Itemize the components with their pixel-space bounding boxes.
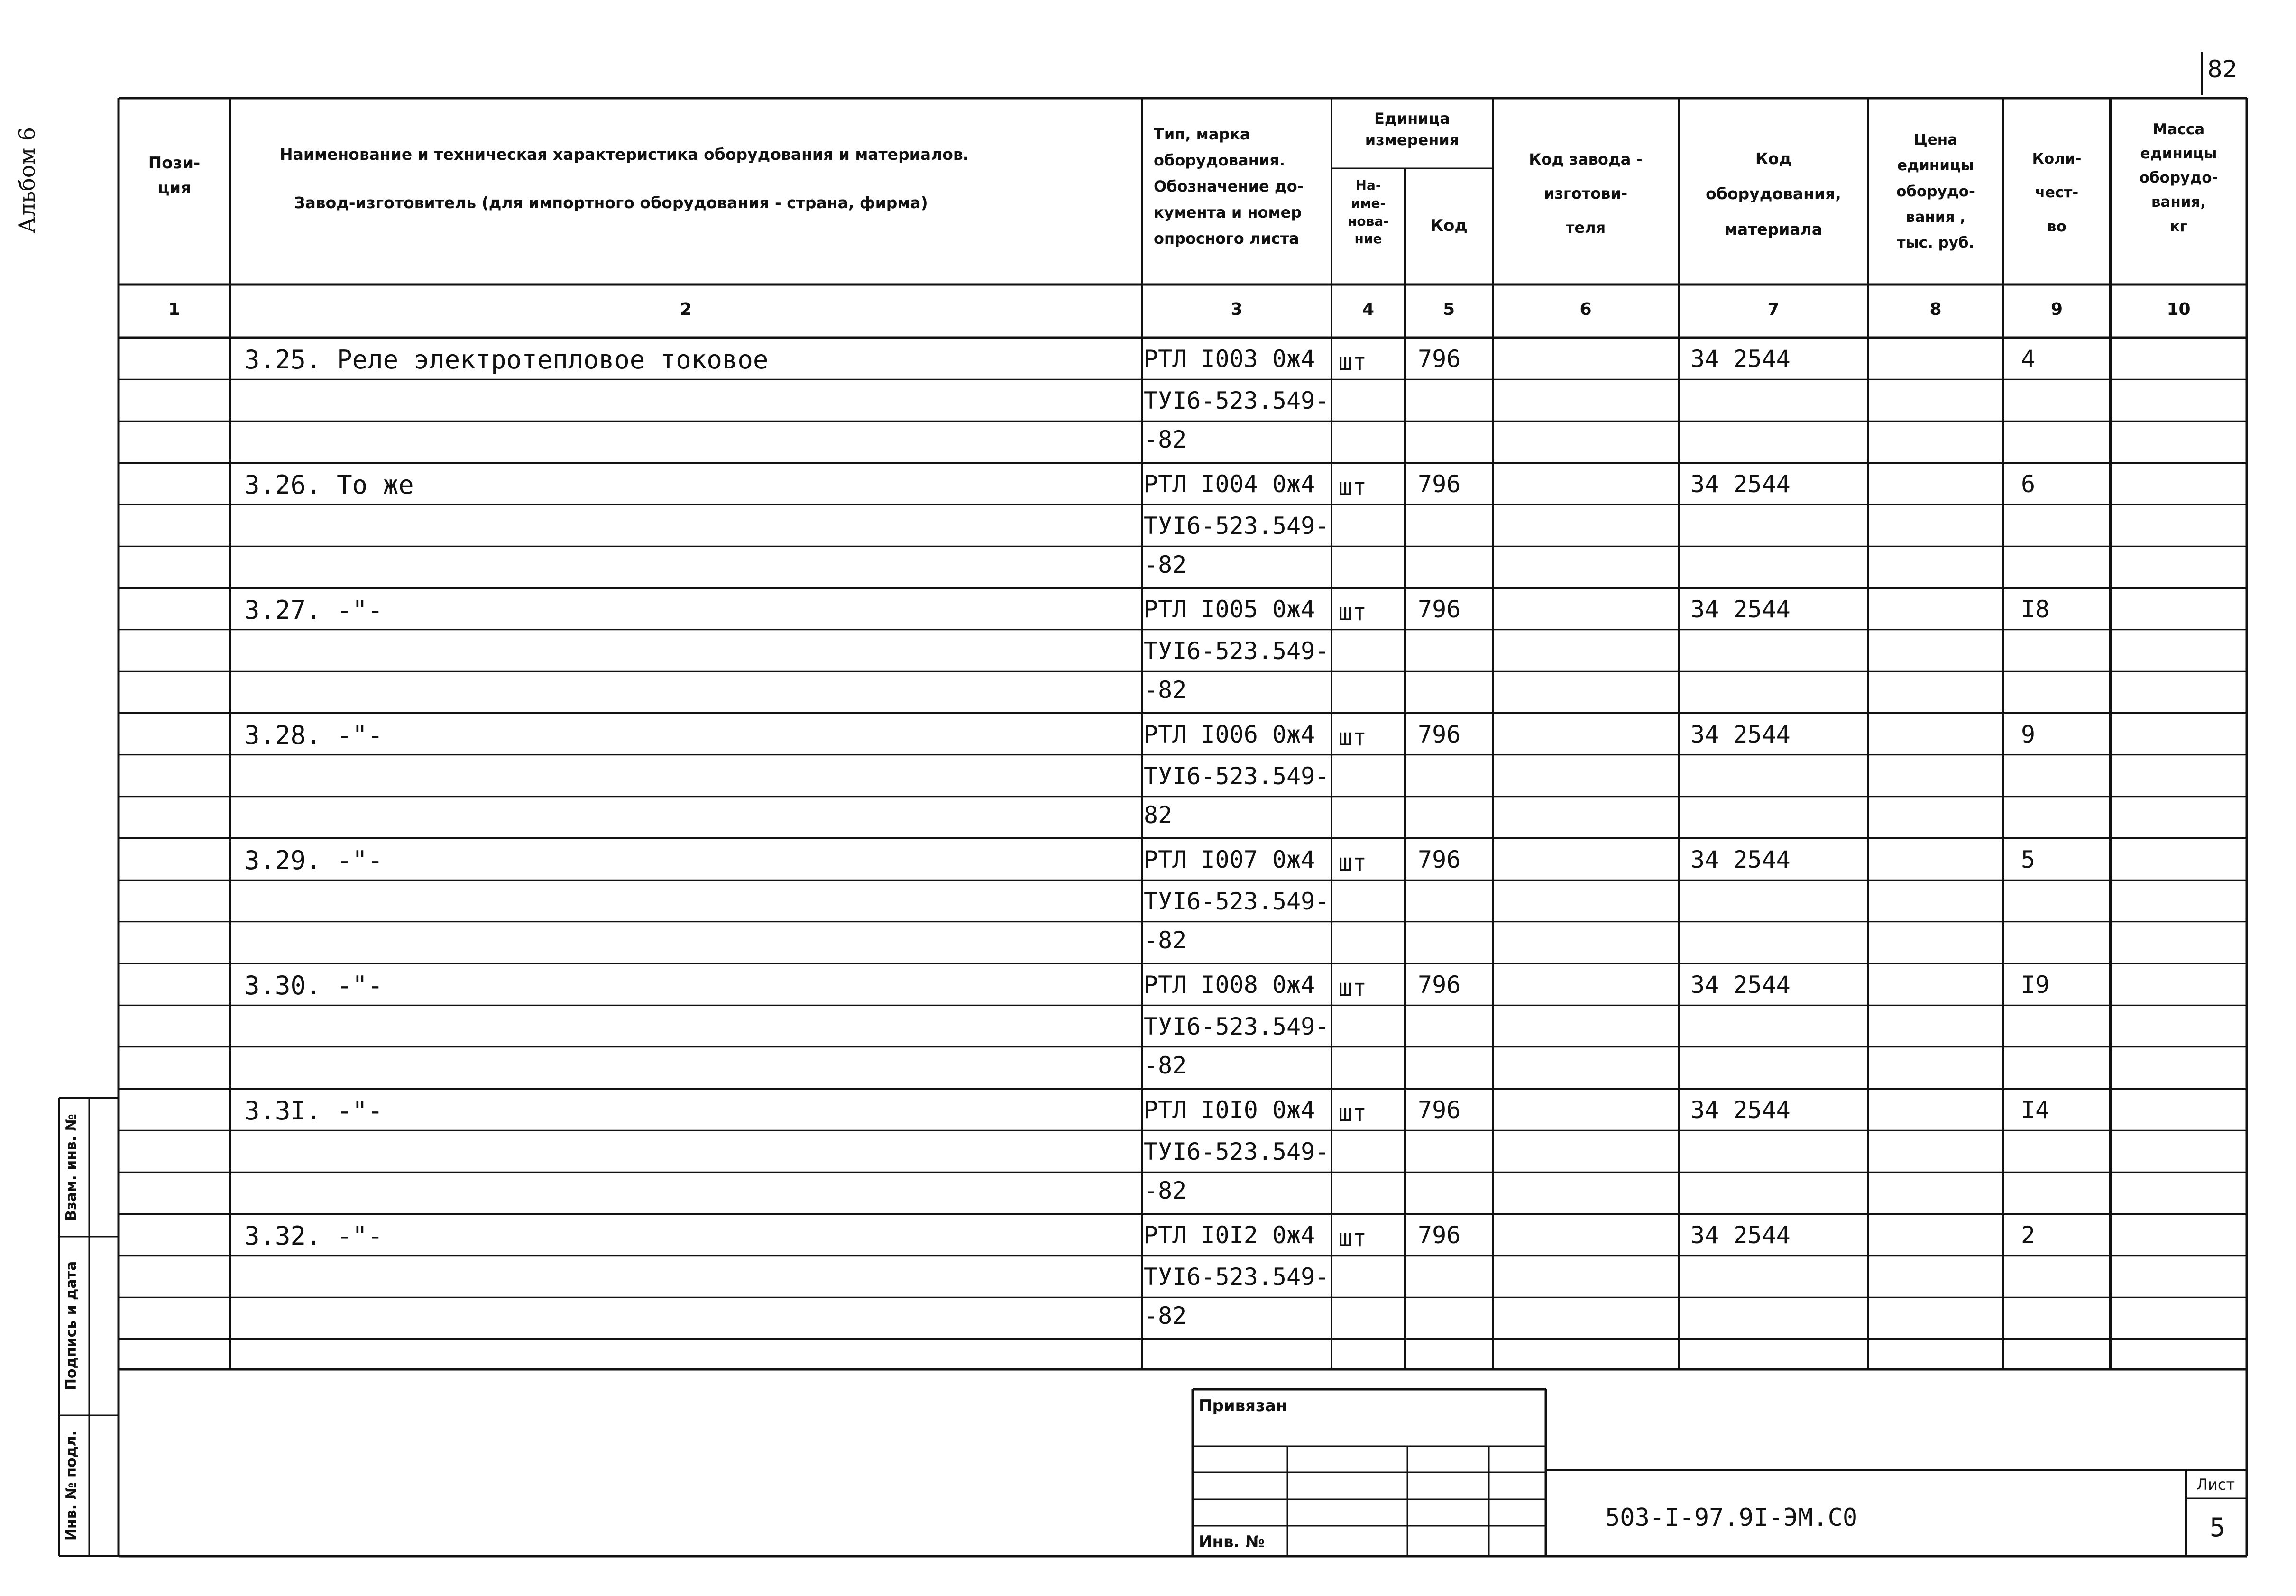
stamp-signature-date: Подпись и дата	[63, 1261, 80, 1391]
sheet-label: Лист	[2196, 1476, 2235, 1494]
item-type-mark: РТЛ I008 0ж4	[1144, 971, 1315, 999]
header-material-code: Код оборудования, материала	[1706, 149, 1841, 238]
item-document-cont: -82	[1144, 1177, 1187, 1204]
item-material-code: 34 2544	[1690, 846, 1791, 873]
item-quantity: 2	[2021, 1221, 2036, 1249]
item-document: ТУI6-523.549-	[1144, 387, 1330, 414]
header-name-line2: Завод-изготовитель (для импортного оборудования - страна, фирма)	[294, 193, 928, 212]
item-unit-code: 796	[1418, 721, 1461, 748]
item-name: 3.27. -"-	[244, 595, 383, 625]
item-quantity: 6	[2021, 470, 2036, 498]
item-document: ТУI6-523.549-	[1144, 888, 1330, 915]
item-unit-name: шт	[1338, 724, 1367, 751]
item-unit-name: шт	[1338, 348, 1367, 376]
title-inv-no-label: Инв. №	[1199, 1532, 1265, 1551]
item-material-code: 34 2544	[1690, 1221, 1791, 1249]
item-type-mark: РТЛ I006 0ж4	[1144, 721, 1315, 748]
item-quantity: 5	[2021, 846, 2036, 873]
column-number: 2	[680, 300, 692, 319]
header-quantity: Коли- чест- во	[2032, 150, 2082, 235]
item-document: ТУI6-523.549-	[1144, 637, 1330, 665]
item-quantity: 4	[2021, 345, 2036, 373]
item-unit-name: шт	[1338, 473, 1367, 501]
column-number: 6	[1580, 300, 1592, 319]
item-unit-code: 796	[1418, 971, 1461, 999]
column-number: 8	[1929, 300, 1942, 319]
item-material-code: 34 2544	[1690, 470, 1791, 498]
stamp-inv-podl: Инв. № подл.	[63, 1430, 80, 1541]
item-type-mark: РТЛ I0I2 0ж4	[1144, 1221, 1315, 1249]
item-document-cont: -82	[1144, 1302, 1187, 1330]
header-name-line1: Наименование и техническая характеристика оборудования и материалов.	[280, 145, 969, 164]
item-document-cont: -82	[1144, 676, 1187, 704]
item-document: ТУI6-523.549-	[1144, 512, 1330, 540]
column-number: 4	[1362, 300, 1375, 319]
item-unit-name: шт	[1338, 1099, 1367, 1127]
column-number: 1	[168, 300, 181, 319]
item-material-code: 34 2544	[1690, 721, 1791, 748]
item-unit-code: 796	[1418, 345, 1461, 373]
header-plant-code: Код завода - изготови- теля	[1529, 150, 1643, 237]
header-position: Пози- ция	[148, 154, 201, 198]
item-document-cont: -82	[1144, 1052, 1187, 1079]
item-name: 3.32. -"-	[244, 1221, 383, 1251]
album-label: Альбом 6	[14, 127, 40, 234]
item-unit-code: 796	[1418, 470, 1461, 498]
item-unit-name: шт	[1338, 598, 1367, 626]
item-unit-code: 796	[1418, 596, 1461, 623]
header-unit-code: Код	[1430, 216, 1468, 235]
item-unit-name: шт	[1338, 974, 1367, 1001]
item-document-cont: -82	[1144, 551, 1187, 578]
item-material-code: 34 2544	[1690, 345, 1791, 373]
column-number: 3	[1231, 300, 1243, 319]
sheet-number-top: 82	[2207, 55, 2238, 83]
column-number: 9	[2050, 300, 2063, 319]
header-unit-price: Цена единицы оборудо- вания , тыс. руб.	[1896, 131, 1975, 251]
item-document: ТУI6-523.549-	[1144, 1263, 1330, 1291]
item-document: ТУI6-523.549-	[1144, 1013, 1330, 1040]
header-unit-group: Единица измерения	[1365, 110, 1460, 149]
item-name: 3.30. -"-	[244, 971, 383, 1000]
header-type-mark: Тип, марка оборудования. Обозначение до- кумента и номер опросного листа	[1154, 125, 1304, 248]
item-document-cont: 82	[1144, 801, 1173, 829]
item-name: 3.29. -"-	[244, 845, 383, 875]
item-name: 3.26. То же	[244, 470, 414, 500]
column-number: 10	[2167, 300, 2191, 319]
item-type-mark: РТЛ I003 0ж4	[1144, 345, 1315, 373]
item-quantity: I4	[2021, 1096, 2050, 1124]
item-document: ТУI6-523.549-	[1144, 1138, 1330, 1165]
item-quantity: 9	[2021, 721, 2036, 748]
item-unit-name: шт	[1338, 849, 1367, 876]
column-number: 5	[1442, 300, 1455, 319]
document-code: 503-I-97.9I-ЭМ.С0	[1605, 1504, 1858, 1532]
item-material-code: 34 2544	[1690, 596, 1791, 623]
item-type-mark: РТЛ I0I0 0ж4	[1144, 1096, 1315, 1124]
column-number: 7	[1767, 300, 1780, 319]
item-name: 3.3I. -"-	[244, 1096, 383, 1126]
item-unit-name: шт	[1338, 1224, 1367, 1252]
item-unit-code: 796	[1418, 846, 1461, 873]
item-type-mark: РТЛ I007 0ж4	[1144, 846, 1315, 873]
item-name: 3.28. -"-	[244, 720, 383, 750]
item-document-cont: -82	[1144, 926, 1187, 954]
item-unit-code: 796	[1418, 1096, 1461, 1124]
item-material-code: 34 2544	[1690, 1096, 1791, 1124]
item-document-cont: -82	[1144, 426, 1187, 453]
header-unit-mass: Масса единицы оборудо- вания, кг	[2139, 121, 2218, 235]
item-unit-code: 796	[1418, 1221, 1461, 1249]
header-unit-name: На- име- нова- ние	[1348, 177, 1389, 247]
item-document: ТУI6-523.549-	[1144, 762, 1330, 790]
item-type-mark: РТЛ I005 0ж4	[1144, 596, 1315, 623]
stamp-vzam-inv: Взам. инв. №	[63, 1114, 80, 1221]
item-name: 3.25. Реле электротепловое токовое	[244, 345, 769, 375]
item-type-mark: РТЛ I004 0ж4	[1144, 470, 1315, 498]
title-bound-label: Привязан	[1199, 1396, 1287, 1415]
item-material-code: 34 2544	[1690, 971, 1791, 999]
sheet-value: 5	[2210, 1513, 2225, 1542]
item-quantity: I8	[2021, 596, 2050, 623]
item-quantity: I9	[2021, 971, 2050, 999]
